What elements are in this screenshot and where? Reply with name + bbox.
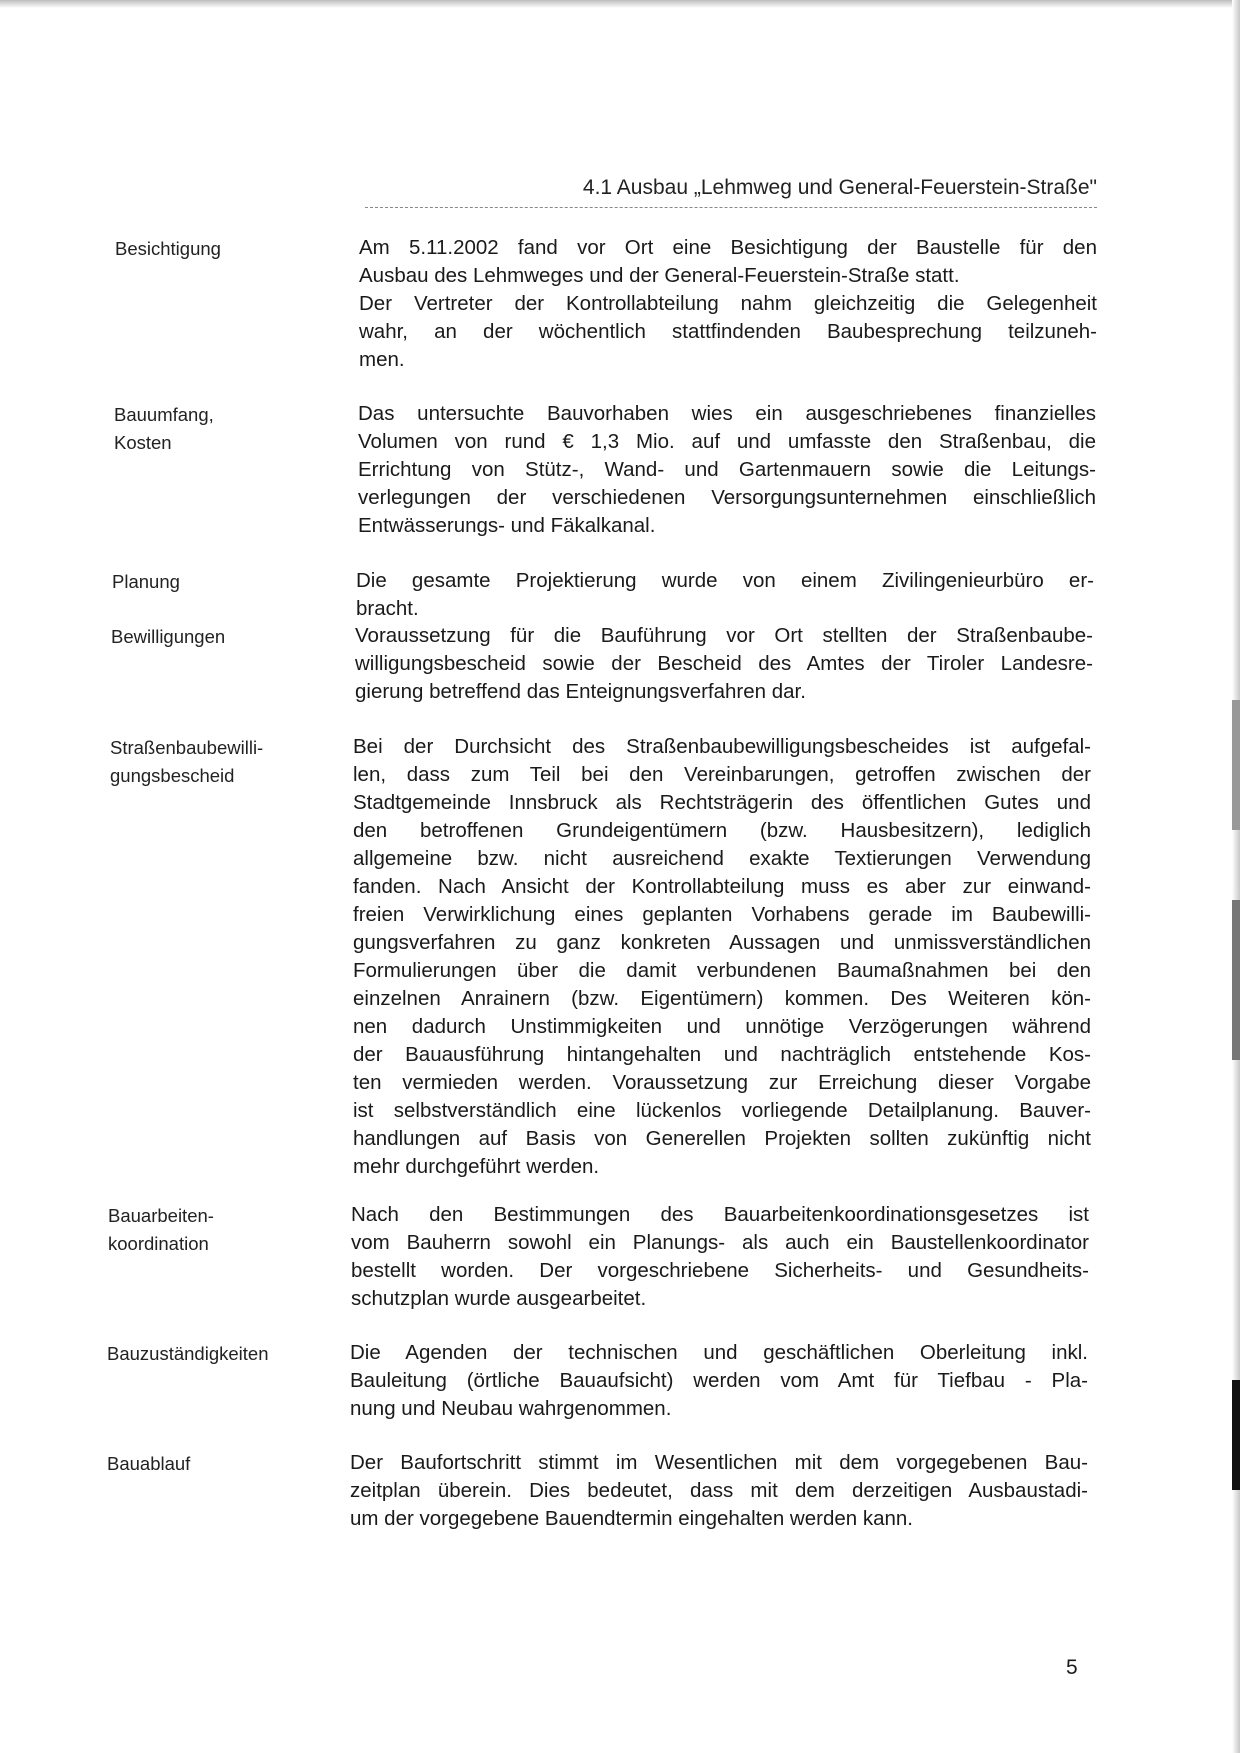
margin-label	[114, 401, 214, 457]
text-line: allgemeine bzw. nicht ausreichend exakte Textierungen Verwendung	[353, 847, 1091, 870]
paragraph	[358, 400, 1096, 540]
text-line: Bauleitung (örtliche Bauaufsicht) werden vom Amt für Tiefbau - Pla-	[350, 1369, 1088, 1392]
scan-mark	[1232, 900, 1240, 1060]
paragraph	[350, 1339, 1088, 1423]
text-line: Volumen von rund € 1,3 Mio. auf und umfasste den Straßenbau, die	[358, 430, 1096, 453]
margin-label-line: Bewilligungen	[111, 626, 226, 647]
text-line: mehr durchgeführt werden.	[353, 1155, 600, 1178]
margin-label-line: Bauzuständigkeiten	[107, 1343, 269, 1364]
margin-label-line: Straßenbaubewilli-	[110, 737, 264, 758]
section-text	[350, 1339, 1088, 1423]
paragraph	[356, 567, 1094, 623]
text-line: len, dass zum Teil bei den Vereinbarungen, getroffen zwischen der	[353, 763, 1091, 786]
text-line: men.	[359, 348, 405, 371]
text-line: Entwässerungs- und Fäkalkanal.	[358, 514, 656, 537]
margin-label-line: Bauumfang,	[114, 404, 214, 425]
text-line: Voraussetzung für die Bauführung vor Ort stellten der Straßenbaube-	[355, 624, 1093, 647]
margin-label	[110, 734, 263, 790]
margin-label	[107, 1450, 190, 1478]
section-text	[353, 733, 1091, 1181]
margin-label	[108, 1202, 214, 1258]
text-line: den betroffenen Grundeigentümern (bzw. Hausbesitzern), lediglich	[353, 819, 1091, 842]
text-line: willigungsbescheid sowie der Bescheid des Amtes der Tiroler Landesre-	[355, 652, 1093, 675]
paragraph	[353, 733, 1091, 1181]
paragraph	[359, 290, 1097, 374]
scan-edge-top	[0, 0, 1240, 8]
paragraph	[359, 234, 1097, 290]
section-text	[359, 234, 1097, 374]
text-line: Der Baufortschritt stimmt im Wesentlichen mit dem vorgegebenen Bau-	[350, 1451, 1088, 1474]
header-divider	[365, 207, 1097, 208]
margin-label	[115, 235, 221, 263]
section-text	[355, 622, 1093, 706]
margin-label-line: Besichtigung	[115, 238, 221, 259]
text-line: ist selbstverständlich eine lückenlos vorliegende Detailplanung. Bauver-	[353, 1099, 1091, 1122]
section-text	[356, 567, 1094, 623]
margin-label-line: Planung	[112, 571, 180, 592]
text-line: Der Vertreter der Kontrollabteilung nahm gleichzeitig die Gelegenheit	[359, 292, 1097, 315]
margin-label	[111, 623, 225, 651]
text-line: ten vermieden werden. Voraussetzung zur Erreichung dieser Vorgabe	[353, 1071, 1091, 1094]
running-header: 4.1 Ausbau „Lehmweg und General-Feuerstein-Straße"	[582, 176, 1097, 199]
text-line: zeitplan überein. Dies bedeutet, dass mit dem derzeitigen Ausbaustadi-	[350, 1479, 1088, 1502]
text-line: nen dadurch Unstimmigkeiten und unnötige Verzögerungen während	[353, 1015, 1091, 1038]
text-line: handlungen auf Basis von Generellen Projekten sollten zukünftig nicht	[353, 1127, 1091, 1150]
text-line: gierung betreffend das Enteignungsverfahren dar.	[355, 680, 806, 703]
page-number: 5	[1066, 1656, 1078, 1679]
text-line: Die Agenden der technischen und geschäftlichen Oberleitung inkl.	[350, 1341, 1088, 1364]
text-line: um der vorgegebene Bauendtermin eingehalten werden kann.	[350, 1507, 913, 1530]
margin-label	[107, 1340, 268, 1368]
margin-label-line: gungsbescheid	[110, 765, 235, 786]
paragraph	[351, 1201, 1089, 1313]
text-line: Errichtung von Stütz-, Wand- und Gartenmauern sowie die Leitungs-	[358, 458, 1096, 481]
text-line: einzelnen Anrainern (bzw. Eigentümern) kommen. Des Weiteren kön-	[353, 987, 1091, 1010]
text-line: Bei der Durchsicht des Straßenbaubewilligungsbescheides ist aufgefal-	[353, 735, 1091, 758]
scan-mark	[1232, 1380, 1240, 1490]
text-line: Formulierungen über die damit verbundenen Baumaßnahmen bei den	[353, 959, 1091, 982]
text-line: fanden. Nach Ansicht der Kontrollabteilung muss es aber zur einwand-	[353, 875, 1091, 898]
section-text	[350, 1449, 1088, 1533]
section-text	[351, 1201, 1089, 1313]
text-line: der Bauausführung hintangehalten und nachträglich entstehende Kos-	[353, 1043, 1091, 1066]
text-line: wahr, an der wöchentlich stattfindenden Baubesprechung teilzuneh-	[359, 320, 1097, 343]
text-line: gungsverfahren zu ganz konkreten Aussagen und unmissverständlichen	[353, 931, 1091, 954]
margin-label	[112, 568, 180, 596]
text-line: vom Bauherrn sowohl ein Planungs- als auch ein Baustellenkoordinator	[351, 1231, 1089, 1254]
text-line: schutzplan wurde ausgearbeitet.	[351, 1287, 647, 1310]
text-line: nung und Neubau wahrgenommen.	[350, 1397, 672, 1420]
text-line: Die gesamte Projektierung wurde von einem Zivilingenieurbüro er-	[356, 569, 1094, 592]
text-line: verlegungen der verschiedenen Versorgungsunternehmen einschließlich	[358, 486, 1096, 509]
margin-label-line: koordination	[108, 1233, 209, 1254]
paragraph	[350, 1449, 1088, 1533]
text-line: Nach den Bestimmungen des Bauarbeitenkoordinationsgesetzes ist	[351, 1203, 1089, 1226]
margin-label-line: Bauarbeiten-	[108, 1205, 214, 1226]
scan-edge-right	[1232, 0, 1240, 1753]
text-line: Am 5.11.2002 fand vor Ort eine Besichtigung der Baustelle für den	[359, 236, 1097, 259]
margin-label-line: Bauablauf	[107, 1453, 191, 1474]
text-line: bracht.	[356, 597, 419, 620]
paragraph	[355, 622, 1093, 706]
text-line: Stadtgemeinde Innsbruck als Rechtsträgerin des öffentlichen Gutes und	[353, 791, 1091, 814]
margin-label-line: Kosten	[114, 432, 172, 453]
text-line: Das untersuchte Bauvorhaben wies ein ausgeschriebenes finanzielles	[358, 402, 1096, 425]
text-line: Ausbau des Lehmweges und der General-Feuerstein-Straße statt.	[359, 264, 960, 287]
scan-mark	[1232, 700, 1240, 830]
text-line: bestellt worden. Der vorgeschriebene Sicherheits- und Gesundheits-	[351, 1259, 1089, 1282]
section-text	[358, 400, 1096, 540]
text-line: freien Verwirklichung eines geplanten Vorhabens gerade im Baubewilli-	[353, 903, 1091, 926]
